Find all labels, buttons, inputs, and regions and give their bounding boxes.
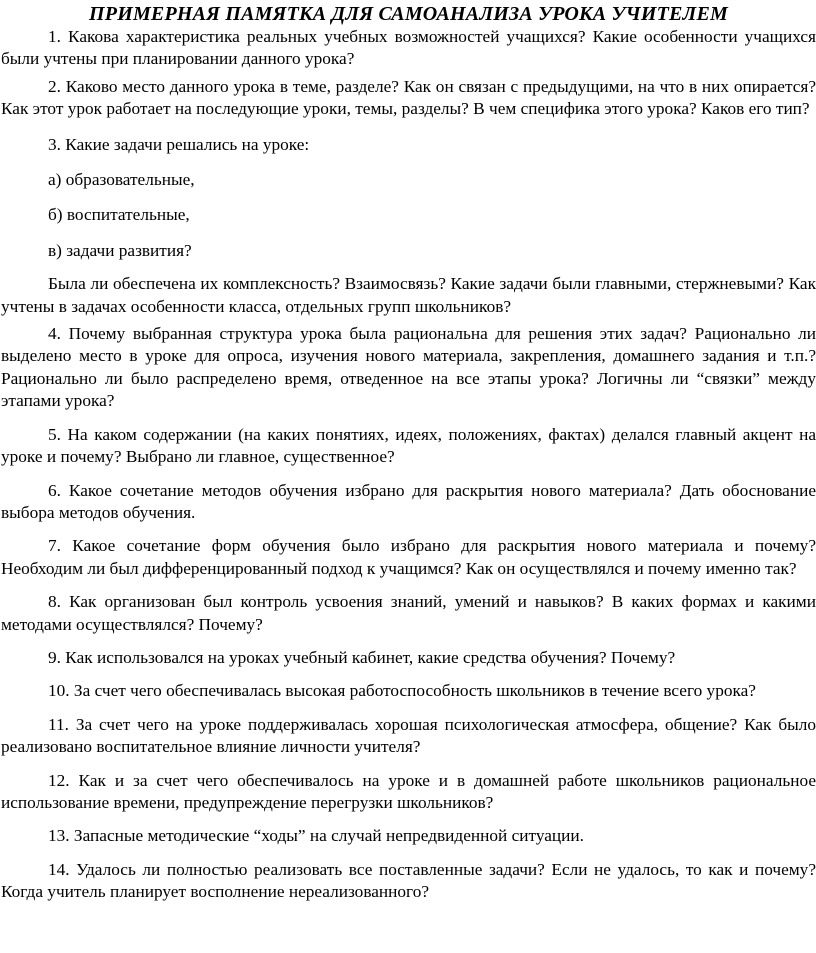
task-upbringing: б) воспитательные,: [48, 205, 190, 225]
task-development: в) задачи развития?: [48, 240, 192, 260]
question-4: 4. Почему выбранная структура урока была рациональна для решения этих задач? Рационально ли выделено место в уроке для опроса, изучения нового материала, закрепления, домашнего задания и т.п.? Рационально ли было распределено время, отведенное на все этапы урока? Логичны ли “связки” между этапами урока?: [1, 324, 816, 411]
question-10: 10. За счет чего обеспечивалась высокая работоспособность школьников в течение всего урока?: [48, 681, 756, 701]
document-page: [0, 2, 816, 953]
question-6: 6. Какое сочетание методов обучения избрано для раскрытия нового материала? Дать обоснование выбора методов обучения.: [1, 480, 816, 522]
question-12: 12. Как и за счет чего обеспечивалось на уроке и в домашней работе школьников рациональное использование времени, предупреждение перегрузки школьников?: [1, 770, 816, 812]
question-1: 1. Какова характеристика реальных учебных возможностей учащихся? Какие особенности учащихся были учтены при планировании данного урока?: [1, 27, 816, 69]
document-title: ПРИМЕРНАЯ ПАМЯТКА ДЛЯ САМОАНАЛИЗА УРОКА УЧИТЕЛЕМ: [89, 3, 728, 25]
question-14: 14. Удалось ли полностью реализовать все поставленные задачи? Если не удалось, то как и почему? Когда учитель планирует восполнение нереализованного?: [1, 859, 816, 902]
question-3: 3. Какие задачи решались на уроке:: [48, 134, 310, 154]
question-2: 2. Каково место данного урока в теме, разделе? Как он связан с предыдущими, на что в них опирается? Как этот урок работает на последующие уроки, темы, разделы? В чем специфика этого урока? Каков его тип?: [1, 76, 816, 119]
question-3-followup: Была ли обеспечена их комплексность? Взаимосвязь? Какие задачи были главными, стержневыми? Как учтены в задачах особенности класса, отдельных групп школьников?: [1, 274, 816, 316]
question-7: 7. Какое сочетание форм обучения было избрано для раскрытия нового материала и почему? Необходим ли был дифференцированный подход к учащимся? Как он осуществлялся и почему именно так?: [1, 536, 816, 578]
question-9: 9. Как использовался на уроках учебный кабинет, какие средства обучения? Почему?: [48, 647, 676, 667]
task-educational: а) образовательные,: [48, 170, 195, 190]
question-11: 11. За счет чего на уроке поддерживалась хорошая психологическая атмосфера, общение? Как было реализовано воспитательное влияние личности учителя?: [1, 714, 816, 757]
question-8: 8. Как организован был контроль усвоения знаний, умений и навыков? В каких формах и какими методами осуществлялся? Почему?: [1, 592, 816, 634]
question-5: 5. На каком содержании (на каких понятиях, идеях, положениях, фактах) делался главный акцент на уроке и почему? Выбрано ли главное, существенное?: [1, 424, 816, 467]
question-13: 13. Запасные методические “ходы” на случай непредвиденной ситуации.: [48, 826, 584, 846]
